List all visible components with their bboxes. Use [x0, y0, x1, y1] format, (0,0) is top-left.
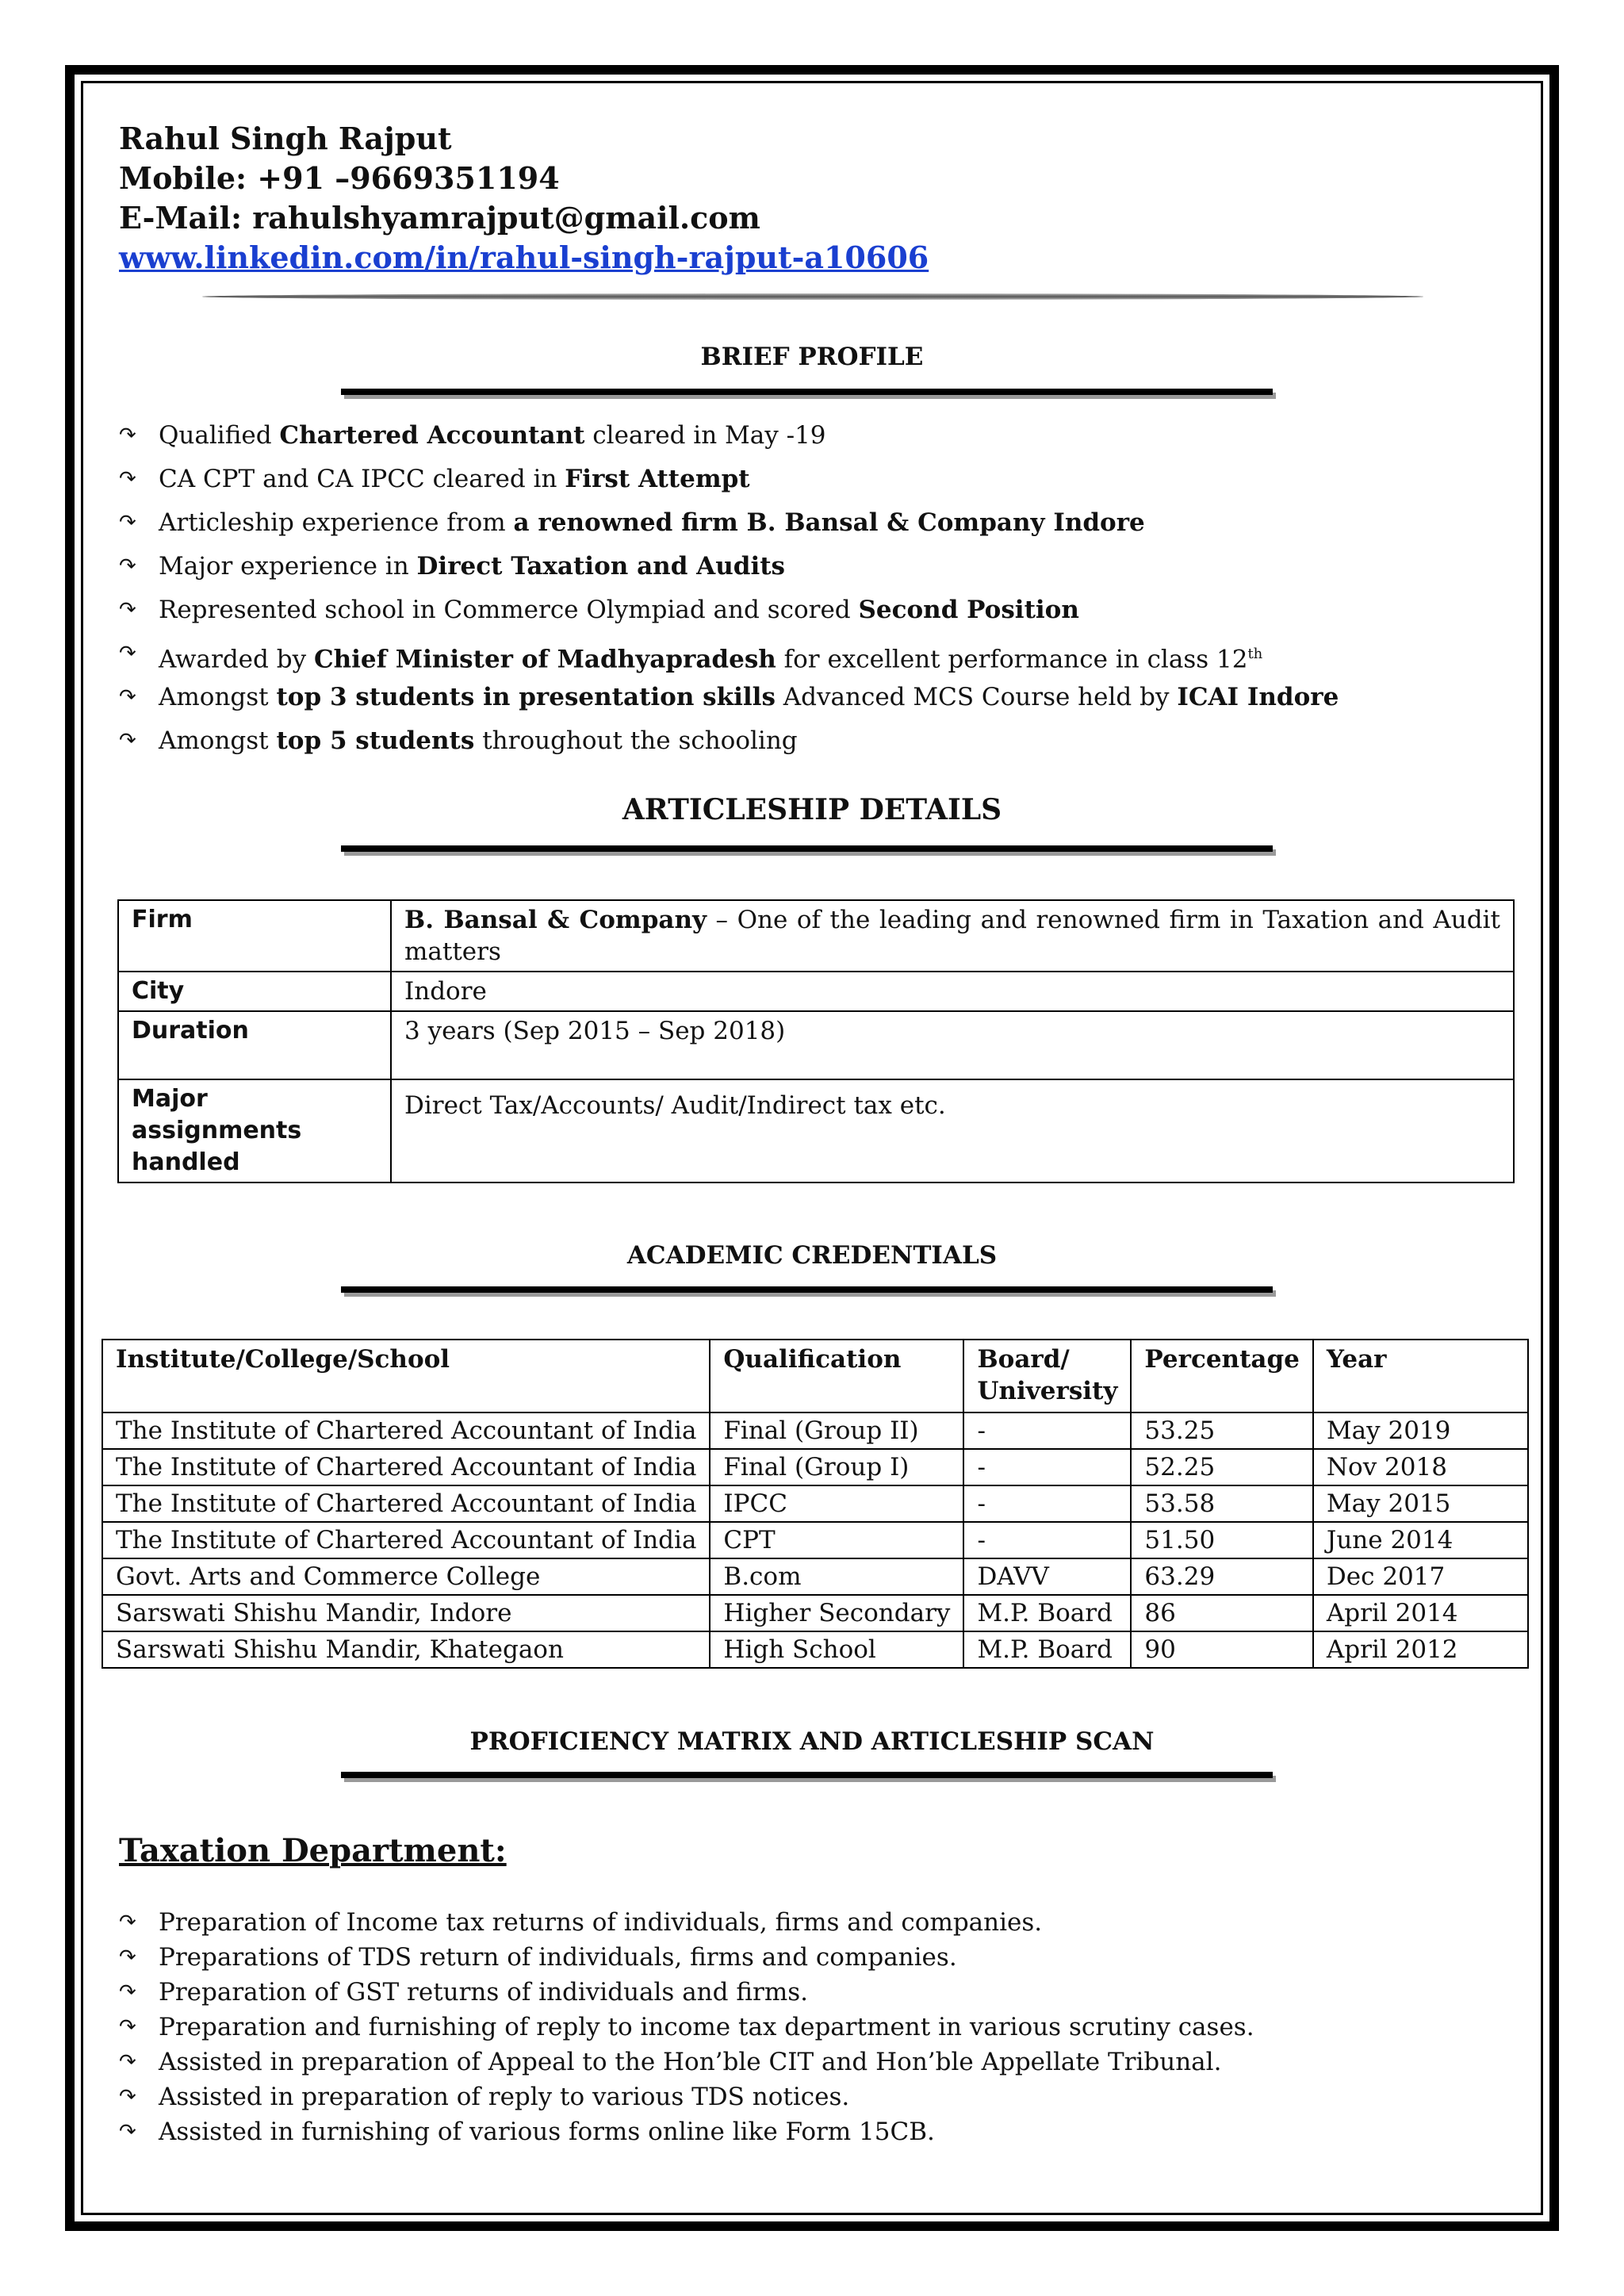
- checkmark-arrow-icon: ↷: [119, 1945, 136, 1969]
- table-cell: Final (Group I): [710, 1449, 963, 1485]
- table-cell: The Institute of Chartered Accountant of India: [102, 1412, 710, 1449]
- checkmark-arrow-icon: ↷: [119, 424, 136, 447]
- table-cell: M.P. Board: [963, 1631, 1131, 1668]
- table-row: [102, 1485, 1528, 1522]
- table-cell: 53.25: [1131, 1412, 1312, 1449]
- list-item: ↷ Preparations of TDS return of individuals, firms and companies.: [119, 1940, 1254, 1975]
- table-cell: Govt. Arts and Commerce College: [102, 1558, 710, 1595]
- column-header: Institute/College/School: [102, 1340, 710, 1412]
- table-row: [118, 900, 1514, 972]
- header-divider: [202, 293, 1423, 300]
- table-row: [102, 1412, 1528, 1449]
- list-item: ↷ Preparation of GST returns of individuals and firms.: [119, 1975, 1254, 2010]
- taxation-list: [119, 1905, 1254, 2149]
- table-cell: 86: [1131, 1595, 1312, 1631]
- table-cell: -: [963, 1522, 1131, 1558]
- email-address: E-Mail: rahulshyamrajput@gmail.com: [119, 200, 760, 236]
- table-cell: The Institute of Chartered Accountant of India: [102, 1485, 710, 1522]
- contact-header: [119, 119, 929, 278]
- table-cell: Dec 2017: [1313, 1558, 1528, 1595]
- table-cell: 51.50: [1131, 1522, 1312, 1558]
- checkmark-arrow-icon: ↷: [119, 511, 136, 535]
- column-header: Qualification: [710, 1340, 963, 1412]
- table-cell: May 2019: [1313, 1412, 1528, 1449]
- academic-rule: [341, 1286, 1273, 1293]
- linkedin-link[interactable]: www.linkedin.com/in/rahul-singh-rajput-a10606: [119, 240, 929, 275]
- table-cell: April 2012: [1313, 1631, 1528, 1668]
- list-item: ↷ Awarded by Chief Minister of Madhyapradesh for excellent performance in class 12th: [119, 632, 1339, 676]
- column-header: Year: [1313, 1340, 1528, 1412]
- table-cell: -: [963, 1449, 1131, 1485]
- table-cell: Higher Secondary: [710, 1595, 963, 1631]
- table-cell: May 2015: [1313, 1485, 1528, 1522]
- checkmark-arrow-icon: ↷: [119, 2050, 136, 2074]
- table-cell: Direct Tax/Accounts/ Audit/Indirect tax etc.: [391, 1079, 1514, 1182]
- checkmark-arrow-icon: ↷: [119, 2120, 136, 2144]
- candidate-name: Rahul Singh Rajput: [119, 121, 452, 156]
- list-item: ↷ Amongst top 5 students throughout the schooling: [119, 719, 1339, 763]
- table-cell: Major assignments handled: [118, 1079, 391, 1182]
- checkmark-arrow-icon: ↷: [119, 642, 136, 665]
- proficiency-title: PROFICIENCY MATRIX AND ARTICLESHIP SCAN: [469, 1727, 1155, 1756]
- table-cell: B.com: [710, 1558, 963, 1595]
- table-cell: B. Bansal & Company – One of the leading and renowned firm in Taxation and Audit matters: [391, 900, 1514, 972]
- checkmark-arrow-icon: ↷: [119, 2015, 136, 2039]
- table-row: [102, 1522, 1528, 1558]
- list-item: ↷ Major experience in Direct Taxation and Audits: [119, 545, 1339, 588]
- checkmark-arrow-icon: ↷: [119, 2085, 136, 2109]
- table-cell: Sarswati Shishu Mandir, Khategaon: [102, 1631, 710, 1668]
- table-cell: 53.58: [1131, 1485, 1312, 1522]
- table-row: [102, 1631, 1528, 1668]
- table-cell: The Institute of Chartered Accountant of India: [102, 1449, 710, 1485]
- academic-title: ACADEMIC CREDENTIALS: [626, 1241, 998, 1270]
- table-row: [102, 1449, 1528, 1485]
- articleship-rule: [341, 845, 1273, 852]
- list-item: ↷ Assisted in preparation of reply to various TDS notices.: [119, 2079, 1254, 2114]
- table-cell: Final (Group II): [710, 1412, 963, 1449]
- table-cell: DAVV: [963, 1558, 1131, 1595]
- table-cell: 52.25: [1131, 1449, 1312, 1485]
- table-cell: IPCC: [710, 1485, 963, 1522]
- articleship-table: [117, 899, 1515, 1183]
- table-cell: Indore: [391, 972, 1514, 1011]
- checkmark-arrow-icon: ↷: [119, 685, 136, 709]
- list-item: ↷ Assisted in preparation of Appeal to the Hon’ble CIT and Hon’ble Appellate Tribunal.: [119, 2045, 1254, 2079]
- checkmark-arrow-icon: ↷: [119, 729, 136, 753]
- list-item: ↷ CA CPT and CA IPCC cleared in First Attempt: [119, 458, 1339, 501]
- brief-profile-title: BRIEF PROFILE: [700, 343, 924, 371]
- table-cell: April 2014: [1313, 1595, 1528, 1631]
- list-item: ↷ Preparation of Income tax returns of individuals, firms and companies.: [119, 1905, 1254, 1940]
- table-cell: 90: [1131, 1631, 1312, 1668]
- column-header: Percentage: [1131, 1340, 1312, 1412]
- table-cell: City: [118, 972, 391, 1011]
- checkmark-arrow-icon: ↷: [119, 554, 136, 578]
- table-cell: High School: [710, 1631, 963, 1668]
- list-item: ↷ Amongst top 3 students in presentation skills Advanced MCS Course held by ICAI Indore: [119, 676, 1339, 719]
- table-header-row: [102, 1340, 1528, 1412]
- table-cell: June 2014: [1313, 1522, 1528, 1558]
- table-cell: -: [963, 1412, 1131, 1449]
- proficiency-rule: [341, 1772, 1273, 1778]
- table-row: [102, 1558, 1528, 1595]
- table-cell: CPT: [710, 1522, 963, 1558]
- table-cell: -: [963, 1485, 1131, 1522]
- column-header: Board/ University: [963, 1340, 1131, 1412]
- table-row: [118, 1079, 1514, 1182]
- articleship-title: ARTICLESHIP DETAILS: [622, 793, 1002, 826]
- list-item: ↷ Qualified Chartered Accountant cleared in May -19: [119, 414, 1339, 458]
- table-cell: Firm: [118, 900, 391, 972]
- table-cell: 3 years (Sep 2015 – Sep 2018): [391, 1011, 1514, 1079]
- table-cell: Nov 2018: [1313, 1449, 1528, 1485]
- table-cell: The Institute of Chartered Accountant of India: [102, 1522, 710, 1558]
- checkmark-arrow-icon: ↷: [119, 1980, 136, 2004]
- table-row: [102, 1595, 1528, 1631]
- checkmark-arrow-icon: ↷: [119, 598, 136, 622]
- list-item: ↷ Assisted in furnishing of various forms online like Form 15CB.: [119, 2114, 1254, 2149]
- checkmark-arrow-icon: ↷: [119, 1911, 136, 1934]
- academic-table: [102, 1339, 1529, 1669]
- list-item: ↷ Articleship experience from a renowned firm B. Bansal & Company Indore: [119, 501, 1339, 545]
- brief-profile-list: [119, 414, 1339, 763]
- taxation-subheading: Taxation Department:: [119, 1832, 507, 1869]
- table-cell: Sarswati Shishu Mandir, Indore: [102, 1595, 710, 1631]
- table-cell: M.P. Board: [963, 1595, 1131, 1631]
- table-cell: Duration: [118, 1011, 391, 1079]
- checkmark-arrow-icon: ↷: [119, 467, 136, 491]
- list-item: ↷ Preparation and furnishing of reply to income tax department in various scrutiny cases.: [119, 2010, 1254, 2045]
- brief-profile-rule: [341, 389, 1273, 395]
- table-row: [118, 972, 1514, 1011]
- mobile-number: Mobile: +91 –9669351194: [119, 160, 560, 196]
- table-cell: 63.29: [1131, 1558, 1312, 1595]
- list-item: ↷ Represented school in Commerce Olympiad and scored Second Position: [119, 588, 1339, 632]
- table-row: [118, 1011, 1514, 1079]
